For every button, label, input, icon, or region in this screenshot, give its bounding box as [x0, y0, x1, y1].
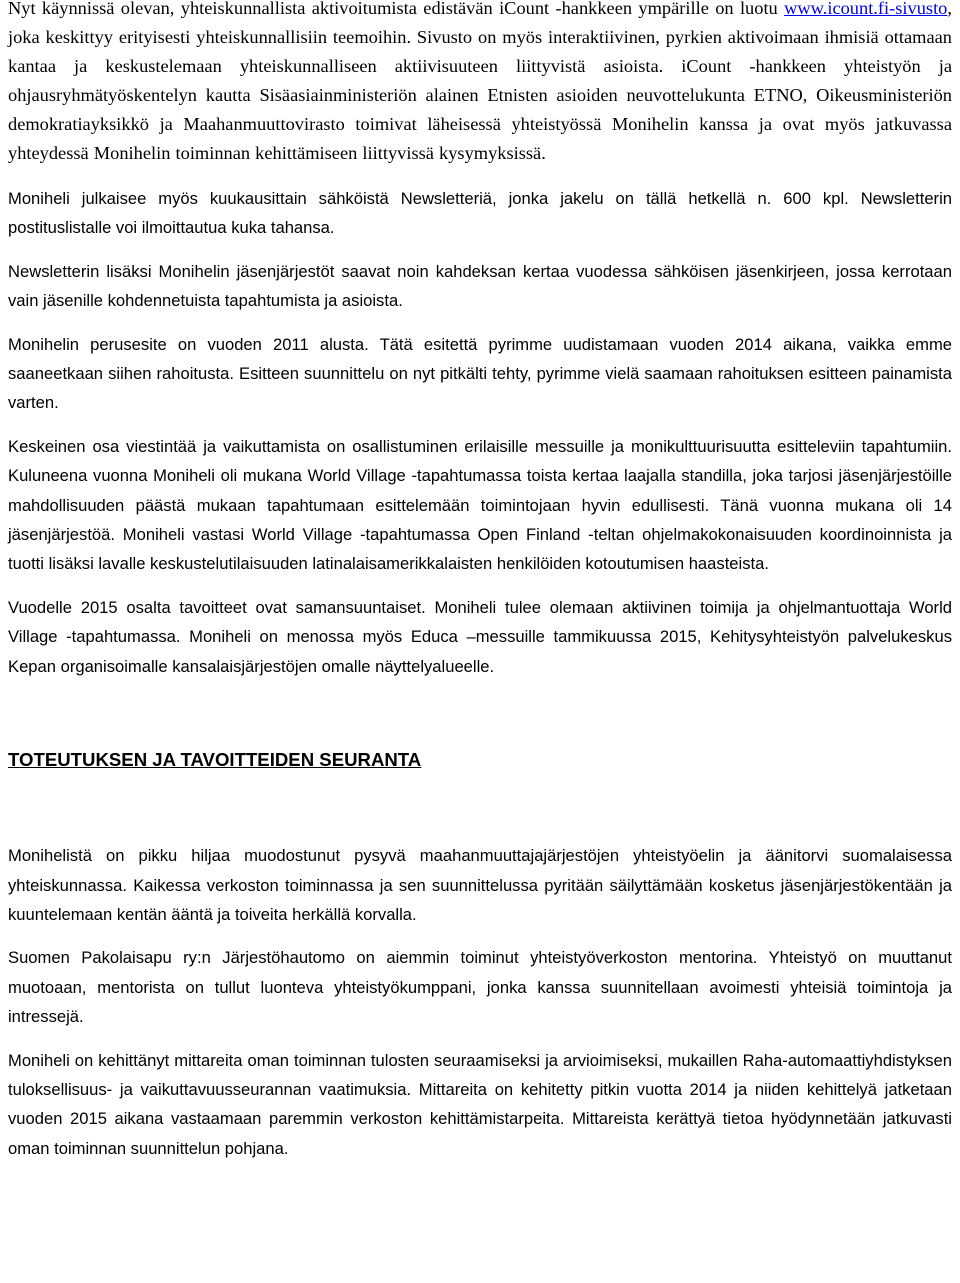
intro-paragraph: [8, 0, 952, 168]
metrics-paragraph: Moniheli on kehittänyt mittareita oman toiminnan tulosten seuraamiseksi ja arvioimiseksi, mukaillen Raha-automaattiyhdistyksen tuloksellisuus- ja vaikuttavuusseurannan vaatimuksia. Mittareita on kehitetty pitkin vuotta 2014 ja niiden kehittelyä jatketaan vuoden 2015 aikana vastaamaan paremmin verkoston kehittämistarpeita. Mittareista kerättyä tietoa hyödynnetään jatkuvasti oman toiminnan suunnittelun pohjana.: [8, 1050, 952, 1158]
intro-text-after-link: , joka keskittyy erityisesti yhteiskunnallisiin teemoihin. Sivusto on myös interaktiivinen, pyrkien aktivoimaan ihmisiä ottamaan kantaa ja keskustelemaan yhteiskunnalliseen aktiivisuuteen liittyvistä asioista. iCount -hankkeen yhteistyön ja ohjausryhmätyöskentelyn kautta Sisäasiainministeriön alainen Etnisten asioiden neuvottelukunta ETNO, Oikeusministeriön demokratiayksikkö ja Maahanmuuttovirasto toimivat läheisessä yhteistyössä Monihelin kanssa ja ovat myös jatkuvassa yhteydessä Monihelin toiminnan kehittämiseen liittyvissä kysymyksissä.: [8, 0, 952, 163]
icount-site-link[interactable]: www.icount.fi-sivusto: [784, 0, 948, 18]
newsletter-paragraph: Moniheli julkaisee myös kuukausittain sähköistä Newsletteriä, jonka jakelu on tällä hetkellä n. 600 kpl. Newsletterin postituslistalle voi ilmoittautua kuka tahansa.: [8, 189, 952, 238]
section-heading: TOTEUTUKSEN JA TAVOITTEIDEN SEURANTA: [8, 749, 422, 771]
goals-2015-paragraph: Vuodelle 2015 osalta tavoitteet ovat samansuuntaiset. Moniheli tulee olemaan aktiivinen toimija ja ohjelmantuottaja World Village -tapahtumassa. Moniheli on menossa myös Educa –messuille tammikuussa 2015, Kehitysyhteistyön palvelukeskus Kepan organisoimalle kansalaisjärjestöjen omalle näyttelyalueelle.: [8, 597, 952, 676]
member-letter-paragraph: Newsletterin lisäksi Monihelin jäsenjärjestöt saavat noin kahdeksan kertaa vuodessa sähköisen jäsenkirjeen, jossa kerrotaan vain jäsenille kohdennetuista tapahtumista ja asioista.: [8, 261, 952, 311]
mentor-paragraph: Suomen Pakolaisapu ry:n Järjestöhautomo on aiemmin toiminut yhteistyöverkoston mentorina. Yhteistyö on muuttanut muotoaan, mentorista on tullut luonteva yhteistyökumppani, jonka kanssa suunnitellaan avoimesti yhteisiä toimintoja ja intressejä.: [8, 948, 952, 1027]
brochure-paragraph: Monihelin perusesite on vuoden 2011 alusta. Tätä esitettä pyrimme uudistamaan vuoden 2014 aikana, vaikka emme saaneetkaan siihen rahoitusta. Esitteen suunnittelu on nyt pitkälti tehty, pyrimme vielä saamaan rahoituksen esitteen painamista varten.: [8, 334, 952, 413]
events-paragraph: Keskeinen osa viestintää ja vaikuttamista on osallistuminen erilaisille messuille ja monikulttuurisuutta esitteleviin tapahtumiin. Kuluneena vuonna Moniheli oli mukana World Village -tapahtumassa toista kertaa laajalla standilla, joka tarjosi jäsenjärjestöille mahdollisuuden päästä mukaan tapahtumaan esittelemään toimintojaan hyvin edullisesti. Tänä vuonna mukana oli 14 jäsenjärjestöä. Moniheli vastasi World Village -tapahtumassa Open Finland -teltan ohjelmakokonaisuuden koordinoinnista ja tuotti lisäksi lavalle keskustelutilaisuuden latinalaisamerikkalaisten henkilöiden kotoutumisen haasteista.: [8, 436, 952, 574]
network-paragraph: Monihelistä on pikku hiljaa muodostunut pysyvä maahanmuuttajajärjestöjen yhteistyöelin ja äänitorvi suomalaisessa yhteiskunnassa. Kaikessa verkoston toiminnassa ja sen suunnittelussa pyritään säilyttämään kosketus jäsenjärjestökentään ja kuuntelemaan kentän ääntä ja toiveita herkällä korvalla.: [8, 846, 952, 924]
intro-text-before-link: Nyt käynnissä olevan, yhteiskunnallista aktivoitumista edistävän iCount -hankkeen ympärille on luotu: [8, 0, 785, 18]
